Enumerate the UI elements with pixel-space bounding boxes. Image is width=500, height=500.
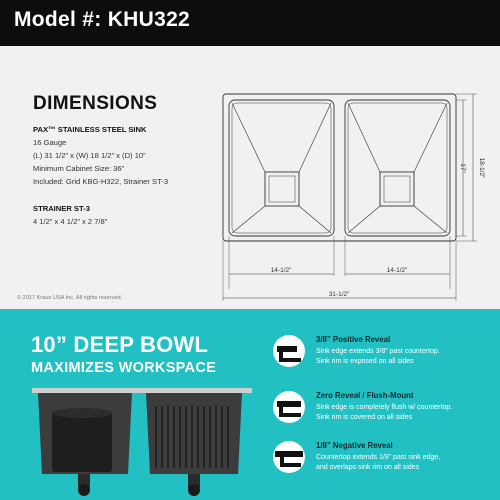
model-number-title: Model #: KHU322: [14, 8, 191, 31]
left-bowl-width-label: 14-1/2”: [270, 267, 292, 274]
strainer-size: 4 1/2” x 4 1/2” x 2 7/8”: [33, 217, 108, 226]
workspace-subtitle: MAXIMIZES WORKSPACE: [31, 360, 217, 376]
included-text: Included: Grid KBG-H322, Strainer ST-3: [33, 177, 169, 186]
strainer-title: STRAINER ST-3: [33, 204, 90, 213]
right-bowl-width-label: 14-1/2”: [386, 267, 408, 274]
reveal-desc-line2: and overlaps sink rim on all sides: [316, 464, 420, 471]
deep-bowl-panel: [0, 309, 500, 500]
positive-reveal-icon: [273, 335, 305, 367]
gauge-text: 16 Gauge: [33, 138, 67, 147]
copyright-text: © 2017 Kraus USA Inc. All rights reserved.: [17, 295, 123, 301]
sink-rim-outline: [223, 94, 456, 241]
zero-reveal-icon: [273, 391, 305, 423]
header-bar: [0, 0, 500, 46]
left-drain-icon: [265, 172, 299, 206]
size-text: (L) 31 1/2” x (W) 18 1/2” x (D) 10”: [33, 151, 146, 160]
right-drain-icon: [380, 172, 414, 206]
negative-reveal-icon: [273, 441, 305, 473]
stock-pot-icon: [52, 412, 112, 472]
dimensions-panel: [0, 46, 500, 309]
cabinet-text: Minimum Cabinet Size: 36”: [33, 164, 125, 173]
left-bowl-outline: [229, 100, 334, 236]
reveal-title: 1/8” Negative Reveal: [316, 441, 393, 450]
right-bowl-outline: [345, 100, 450, 236]
reveal-title: 3/8” Positive Reveal: [316, 335, 391, 344]
right-drain-icon: [188, 484, 200, 496]
reveal-desc-line1: Sink edge is completely flush w/ countertop.: [316, 404, 453, 411]
product-name: PAX™ STAINLESS STEEL SINK: [33, 125, 147, 134]
reveal-desc-line2: Sink rim is covered on all sides: [316, 414, 413, 421]
dimensions-title: DIMENSIONS: [33, 93, 158, 114]
inner-depth-label: 17”: [459, 163, 466, 173]
reveal-desc-line1: Countertop extends 1/8” past sink edge,: [316, 454, 441, 461]
sink-dimension-drawing: [215, 86, 495, 316]
outer-depth-label: 18-1/2”: [478, 157, 485, 179]
deep-bowl-illustration: [32, 382, 252, 500]
reveal-desc-line2: Sink rim is exposed on all sides: [316, 358, 414, 365]
reveal-title: Zero Reveal / Flush-Mount: [316, 391, 414, 400]
deep-bowl-title: 10” DEEP BOWL: [31, 332, 209, 357]
total-width-label: 31-1/2”: [328, 291, 350, 298]
reveal-desc-line1: Sink edge extends 3/8” past countertop.: [316, 348, 440, 355]
left-drain-icon: [78, 484, 90, 496]
